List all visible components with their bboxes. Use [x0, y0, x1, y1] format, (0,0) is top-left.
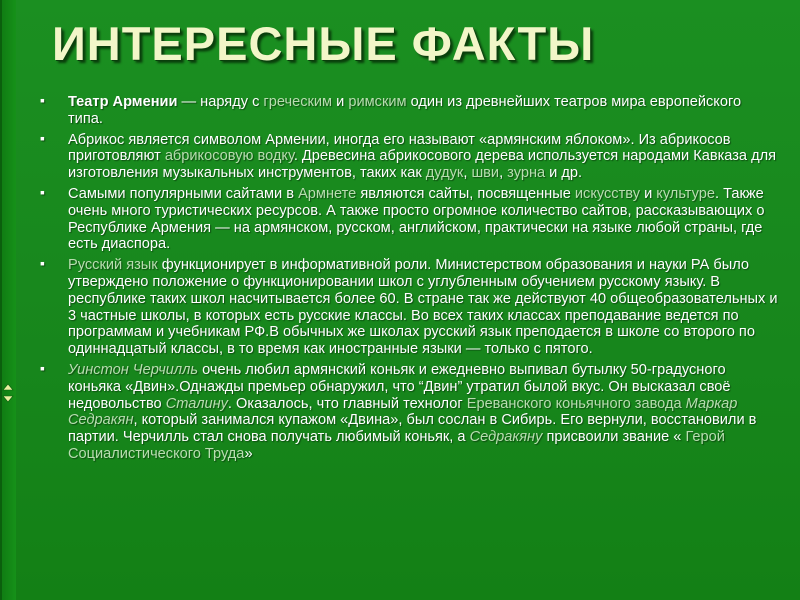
fact-text-segment: один из древнейших театров мира европейского типа.	[68, 94, 742, 127]
fact-item	[40, 129, 780, 182]
fact-heading: Театр Армении	[68, 94, 178, 110]
fact-link[interactable]: римским	[348, 94, 407, 110]
bullet-icon: ▪	[40, 255, 45, 272]
fact-item	[40, 183, 780, 253]
fact-text-segment: и	[332, 94, 349, 110]
slide-left-strip	[0, 0, 16, 600]
fact-item	[40, 359, 780, 463]
bullet-icon: ▪	[40, 359, 45, 376]
fact-text	[68, 362, 756, 462]
fact-text-segment: очень любил армянский коньяк и ежедневно выпивал бутылку 50-градусного коньяка «Двин».Однажды премьер обнаружил, что “Двин” утратил былой вкус. Он высказал своё недовольство	[68, 361, 731, 412]
fact-text-segment: ,	[499, 165, 508, 182]
fact-link[interactable]: Армнете	[298, 185, 357, 202]
fact-link[interactable]: Герой Социалистического Труда	[68, 429, 725, 462]
fact-text-segment: , который занимался купажом «Двина», был сослан в Сибирь. Его вернули, восстановили в партии. Черчилль стал снова получать любимый коньяк, а	[68, 412, 757, 446]
fact-link[interactable]: дудук	[425, 165, 464, 182]
fact-text-segment: . Оказалось, что главный технолог	[227, 395, 467, 412]
fact-text	[68, 94, 741, 127]
fact-text-segment: Абрикос является символом Армении, иногда его называют «армянским яблоком». Из абрикосов приготовляют	[68, 131, 731, 165]
fact-text	[68, 132, 776, 182]
fact-link[interactable]: Ереванского коньячного завода	[466, 395, 682, 412]
fact-text	[68, 186, 765, 252]
slide-left-edge	[0, 0, 2, 600]
fact-text-segment: являются сайты, посвященные	[356, 185, 575, 202]
fact-item	[40, 94, 780, 128]
fact-link[interactable]: Русский язык	[68, 257, 158, 274]
fact-link[interactable]: греческим	[263, 94, 333, 110]
fact-text	[68, 257, 778, 357]
fact-text-segment: Самыми популярными сайтами в	[68, 185, 299, 202]
fact-link[interactable]: Сталину	[165, 395, 228, 412]
fact-link[interactable]: культуре	[656, 185, 715, 202]
fact-link[interactable]: Уинстон Черчилль	[68, 361, 199, 378]
bullet-icon: ▪	[40, 129, 45, 146]
fact-text-segment: функционирует в информативной роли. Министерством образования и науки РА было утверждено положение о функционировании школ с углубленным обучением русскому языку. В республике таких школ насчитывается более 60. В стране так же действуют 40 общеобразовательных и 3 частные школы, в которых есть русские классы. Во всех таких классах преподавание ведется по программам и учебникам РФ.В обычных же школах русский язык преподается в школе со второго по одиннадцатый классы, в то время как иностранные языки — только с пятого.	[68, 257, 778, 358]
fact-link[interactable]: Седракяну	[469, 429, 543, 446]
fact-link[interactable]: искусству	[574, 185, 641, 202]
fact-text-segment: ,	[463, 165, 472, 182]
fact-link[interactable]: зурна	[507, 165, 546, 182]
fact-text-segment: »	[244, 445, 253, 462]
fact-text-segment: и	[640, 185, 657, 202]
slide-nav-arrows-icon[interactable]	[2, 383, 14, 403]
fact-text-segment: и др.	[545, 165, 583, 182]
fact-link[interactable]: абрикосовую водку	[164, 148, 294, 165]
slide-title: ИНТЕРЕСНЫЕ ФАКТЫ	[52, 17, 595, 70]
fact-text-segment: . Также очень много туристических ресурсов. А также просто огромное количество сайтов, рассказывающих о Республике Армения — на армянском, русском, английском, практически на языке любой страны, где есть диаспора.	[68, 185, 765, 253]
bullet-icon: ▪	[40, 183, 45, 200]
fact-text-segment: присвоили звание «	[542, 429, 686, 446]
fact-text-segment: . Древесина абрикосового дерева используется народами Кавказа для изготовления музыкальных инструментов, таких как	[68, 148, 777, 182]
fact-text-segment: — наряду с	[177, 94, 264, 110]
fact-link[interactable]: шви	[471, 165, 500, 182]
fact-item	[40, 257, 780, 358]
fact-link[interactable]: Маркар Седракян	[68, 395, 738, 429]
facts-list	[40, 94, 780, 467]
bullet-icon: ▪	[40, 92, 45, 108]
